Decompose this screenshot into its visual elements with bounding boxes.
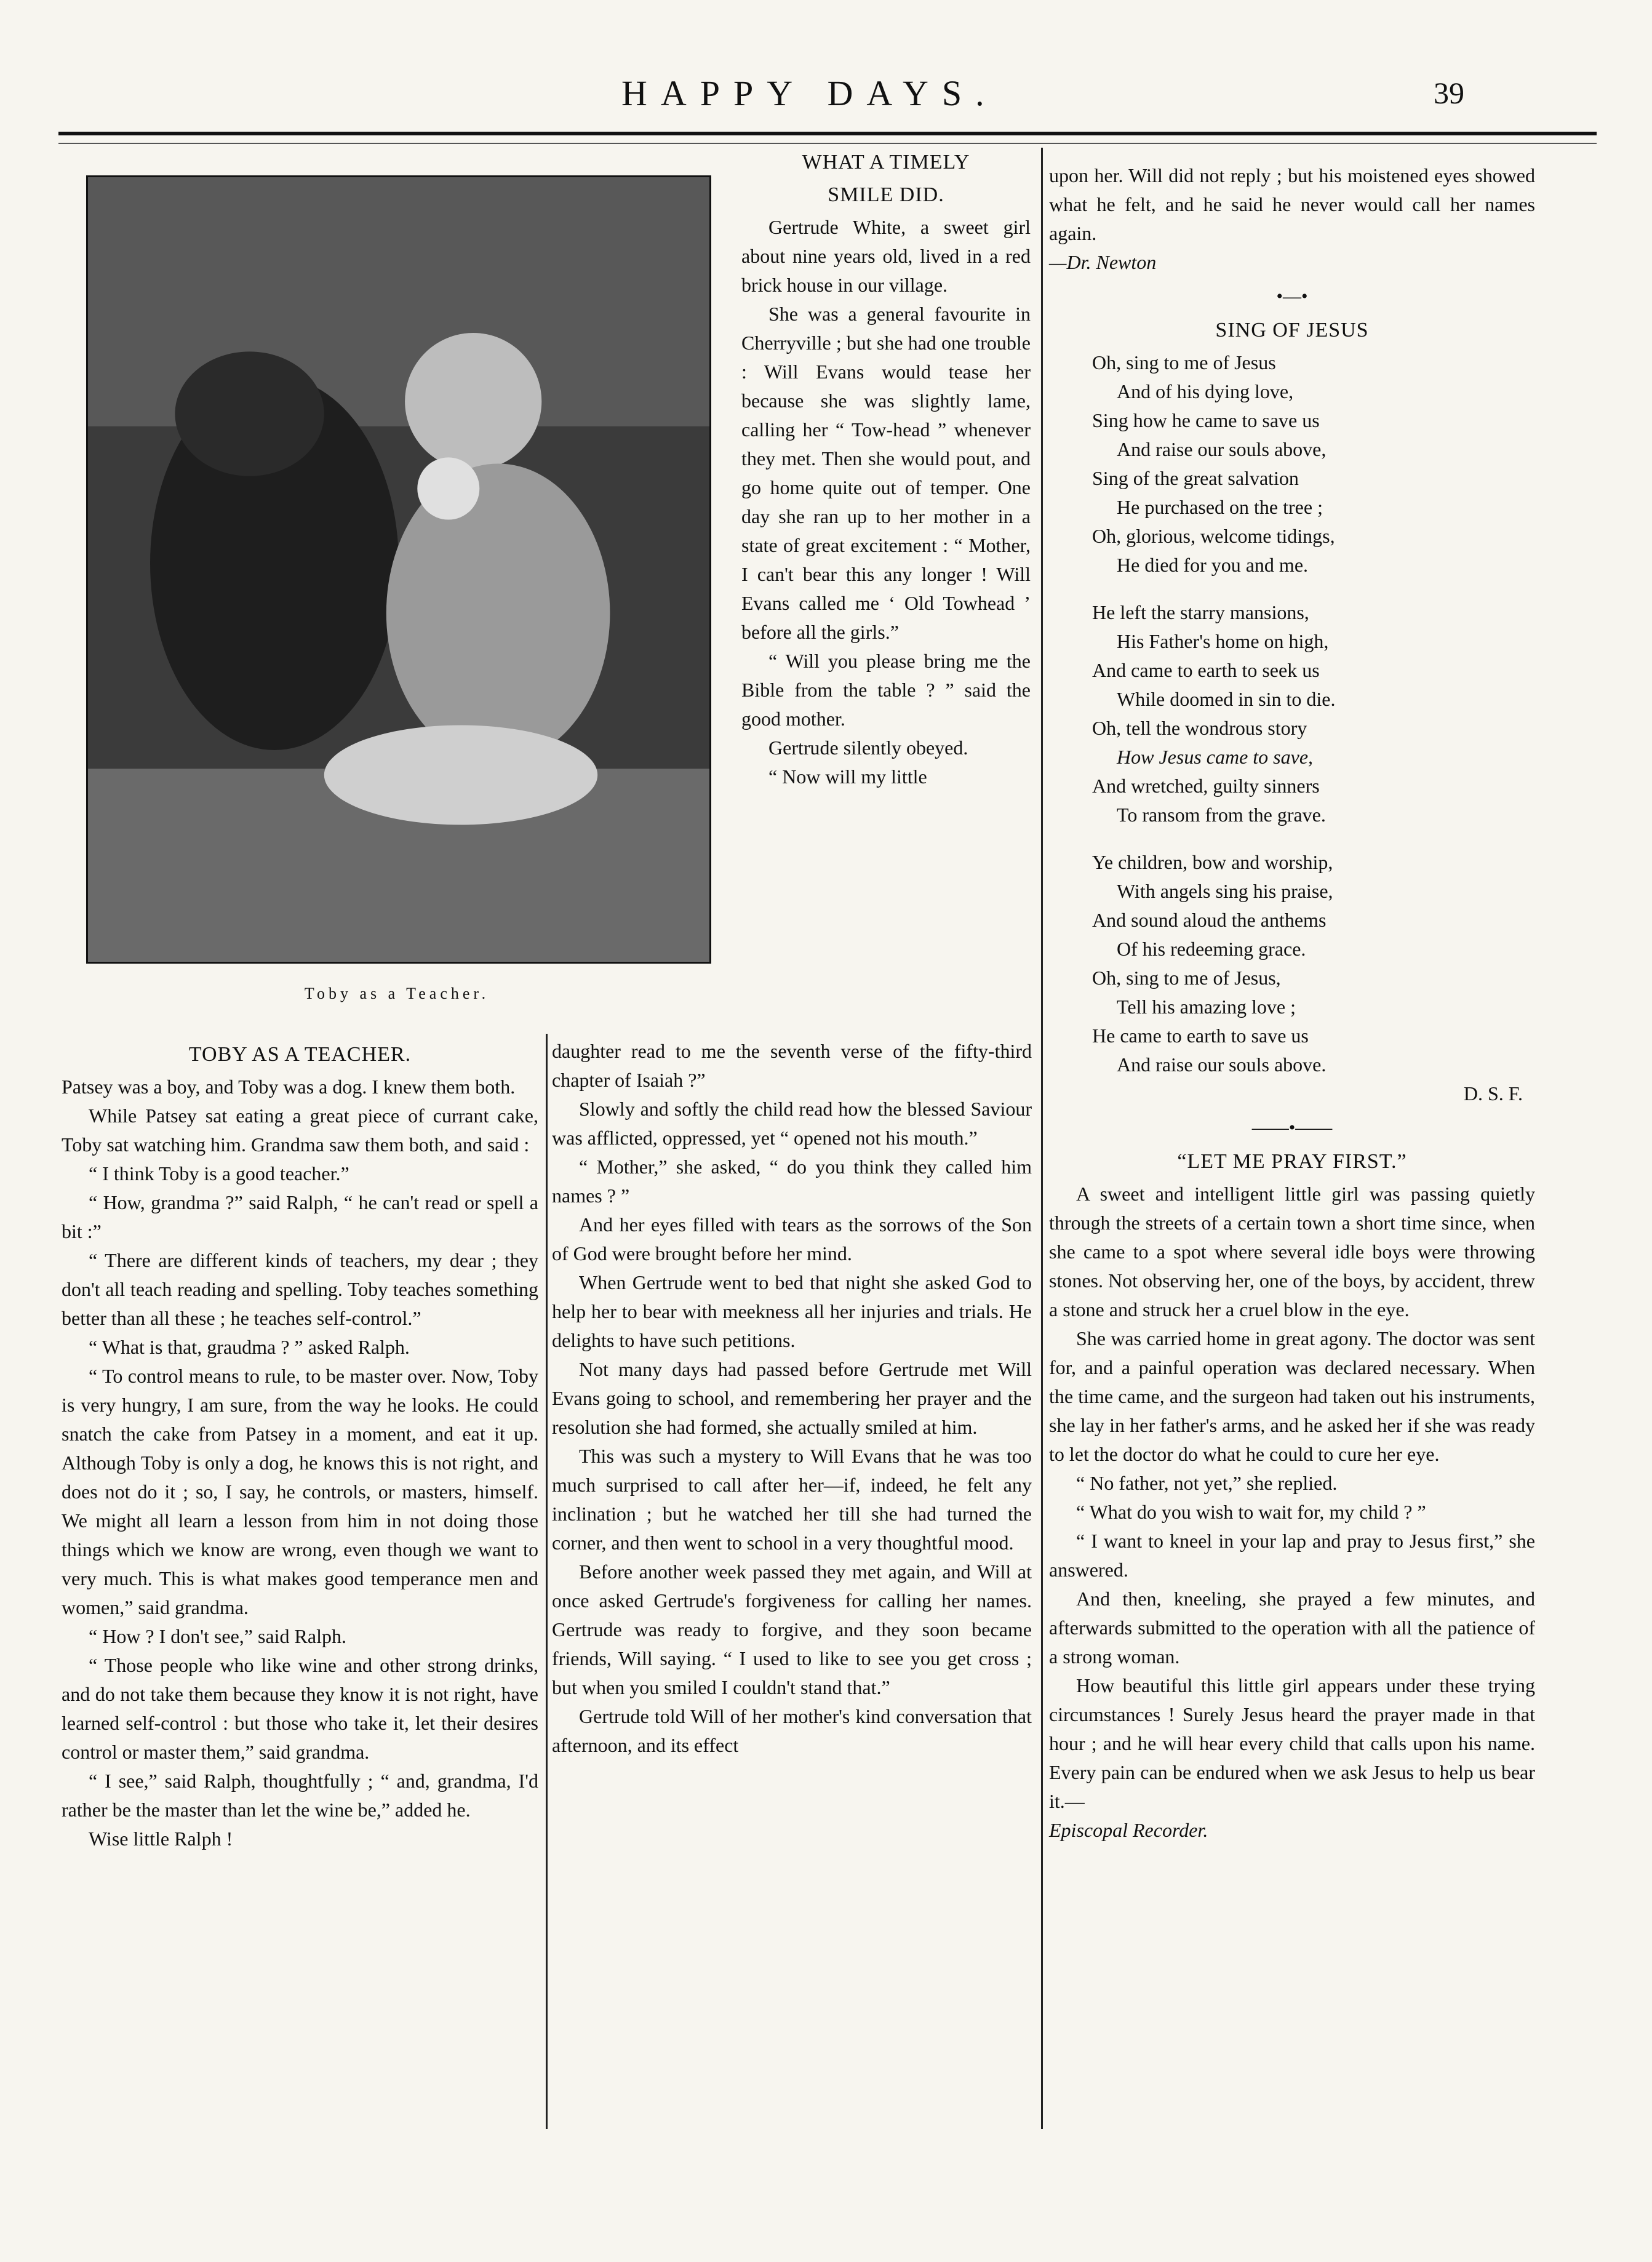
- poem-line: And came to earth to seek us: [1092, 659, 1320, 681]
- page-header: [0, 73, 1652, 122]
- smile-attribution: —Dr. Newton: [1049, 251, 1157, 273]
- column-divider: [546, 1034, 548, 2129]
- pray-paragraph: “ What do you wish to wait for, my child ? ”: [1076, 1501, 1426, 1523]
- ornament-divider: ——•——: [1251, 1117, 1333, 1138]
- pray-attribution: Episcopal Recorder.: [1049, 1819, 1208, 1841]
- page-number: 39: [1434, 76, 1464, 110]
- smile-article-bottom: [552, 1037, 1032, 1760]
- smile-paragraph: “ Will you please bring me the Bible from the table ? ” said the good mother.: [741, 650, 1031, 730]
- pray-paragraph: “ No father, not yet,” she replied.: [1076, 1472, 1338, 1494]
- poem-line: And wretched, guilty sinners: [1092, 775, 1320, 797]
- poem-line: Of his redeeming grace.: [1117, 938, 1306, 960]
- illustration-caption: Toby as a Teacher.: [304, 985, 490, 1002]
- smile-heading-line1: WHAT A TIMELY: [802, 151, 970, 174]
- poem-line: How Jesus came to save,: [1117, 746, 1314, 768]
- smile-paragraph: Gertrude silently obeyed.: [768, 737, 968, 759]
- header-rule: [58, 132, 1597, 135]
- smile-paragraph: This was such a mystery to Will Evans that he was too much surprised to call after her—if, indeed, he felt any inclination ; but he watched her till she had turned the corner, and then went to school in a very thoughtful mood.: [552, 1445, 1032, 1554]
- smile-continued: upon her. Will did not reply ; but his moistened eyes showed what he felt, and he said he never would call her names again.: [1049, 164, 1535, 244]
- poem-line: And raise our souls above,: [1117, 438, 1327, 460]
- poem-line: Ye children, bow and worship,: [1092, 851, 1333, 873]
- pray-heading: “LET ME PRAY FIRST.”: [1177, 1150, 1407, 1173]
- song-signature: D. S. F.: [1463, 1082, 1523, 1105]
- poem-line: Oh, sing to me of Jesus: [1092, 351, 1276, 374]
- pray-paragraph: “ I want to kneel in your lap and pray to Jesus first,” she answered.: [1049, 1530, 1535, 1581]
- pray-paragraph: How beautiful this little girl appears under these trying circumstances ! Surely Jesus heard the prayer made in that hour ; and he will hear every child that calls upon his name. Every pain can be endured when we ask Jesus to help us bear it.—: [1049, 1674, 1535, 1812]
- poem-line: He left the starry mansions,: [1092, 601, 1309, 623]
- toby-paragraph: “ How, grandma ?” said Ralph, “ he can't read or spell a bit :”: [62, 1191, 538, 1242]
- poem-line: And raise our souls above.: [1117, 1053, 1327, 1076]
- column-divider: [1041, 148, 1043, 2129]
- poem-line: Sing of the great salvation: [1092, 467, 1299, 489]
- toby-paragraph: “ I see,” said Ralph, thoughtfully ; “ and, grandma, I'd rather be the master than let the wine be,” added he.: [62, 1770, 538, 1821]
- toby-paragraph: “ There are different kinds of teachers, my dear ; they don't all teach reading and spelling. Toby teaches something better than all these ; he teaches self-control.”: [62, 1249, 538, 1329]
- toby-paragraph: “ I think Toby is a good teacher.”: [89, 1162, 349, 1185]
- smile-paragraph: Gertrude White, a sweet girl about nine years old, lived in a red brick house in our village.: [741, 216, 1031, 296]
- poem-line: With angels sing his praise,: [1117, 880, 1333, 902]
- song-poem: [1049, 348, 1535, 1079]
- toby-paragraph: Wise little Ralph !: [89, 1828, 233, 1850]
- smile-paragraph: daughter read to me the seventh verse of the fifty-third chapter of Isaiah ?”: [552, 1040, 1032, 1091]
- smile-paragraph: “ Mother,” she asked, “ do you think they called him names ? ”: [552, 1156, 1032, 1207]
- poem-line: He died for you and me.: [1117, 554, 1309, 576]
- smile-paragraph: And her eyes filled with tears as the sorrows of the Son of God were brought before her mind.: [552, 1213, 1032, 1265]
- poem-line: His Father's home on high,: [1117, 630, 1329, 652]
- smile-paragraph: When Gertrude went to bed that night she asked God to help her to bear with meekness all her injuries and trials. He delights to have such petitions.: [552, 1271, 1032, 1351]
- smile-heading-line2: SMILE DID.: [828, 183, 944, 206]
- header-rule-thin: [58, 143, 1597, 144]
- poem-line: And sound aloud the anthems: [1092, 909, 1327, 931]
- smile-paragraph: “ Now will my little: [768, 765, 927, 788]
- smile-paragraph: She was a general favourite in Cherryville ; but she had one trouble : Will Evans would tease her because she was slightly lame, calling her “ Tow-head ” whenever they met. Then she would pout, and go home quite out of temper. One day she ran up to her mother in a state of great excitement : “ Mother, I can't bear this any longer ! Will Evans called me ‘ Old Towhead ’ before all the girls.”: [741, 303, 1031, 643]
- engraving-illustration: [86, 175, 711, 964]
- smile-paragraph: Not many days had passed before Gertrude met Will Evans going to school, and remembering her prayer and the resolution she had formed, she actually smiled at him.: [552, 1358, 1032, 1438]
- pray-paragraph: And then, kneeling, she prayed a few minutes, and afterwards submitted to the operation with all the patience of a strong woman.: [1049, 1588, 1535, 1668]
- poem-line: Oh, sing to me of Jesus,: [1092, 967, 1281, 989]
- song-heading: SING OF JESUS: [1215, 319, 1369, 342]
- smile-article-top: [741, 148, 1031, 791]
- toby-paragraph: “ Those people who like wine and other strong drinks, and do not take them because they know it is not right, have learned self-control : but those who take it, let their desires control or master them,” said grandma.: [62, 1654, 538, 1763]
- poem-line: Oh, glorious, welcome tidings,: [1092, 525, 1335, 547]
- poem-line: And of his dying love,: [1117, 380, 1294, 402]
- ornament-divider: •—•: [1276, 286, 1308, 306]
- poem-line: He came to earth to save us: [1092, 1025, 1309, 1047]
- toby-heading: TOBY AS A TEACHER.: [188, 1043, 412, 1066]
- right-column: [1049, 161, 1535, 1845]
- poem-line: He purchased on the tree ;: [1117, 496, 1323, 518]
- pray-paragraph: A sweet and intelligent little girl was passing quietly through the streets of a certain town a short time since, when she came to a spot where several idle boys were throwing stones. Not observing her, one of the boys, by accident, threw a stone and struck her a cruel blow in the eye.: [1049, 1183, 1535, 1321]
- smile-paragraph: Gertrude told Will of her mother's kind conversation that afternoon, and its effect: [552, 1705, 1032, 1756]
- poem-line: To ransom from the grave.: [1117, 804, 1326, 826]
- poem-line: Tell his amazing love ;: [1117, 996, 1296, 1018]
- toby-article: [62, 1040, 538, 1853]
- boy-and-dog-engraving: [88, 177, 709, 962]
- magazine-title: HAPPY DAYS.: [621, 73, 998, 113]
- poem-line: Sing how he came to save us: [1092, 409, 1320, 431]
- toby-paragraph: “ How ? I don't see,” said Ralph.: [89, 1625, 346, 1647]
- pray-paragraph: She was carried home in great agony. The doctor was sent for, and a painful operation was declared necessary. When the time came, and the surgeon had taken out his instruments, she lay in her father's arms, and he asked her if she was ready to let the doctor do what he could to cure her eye.: [1049, 1327, 1535, 1465]
- toby-paragraph: While Patsey sat eating a great piece of currant cake, Toby sat watching him. Grandma saw them both, and said :: [62, 1105, 538, 1156]
- toby-paragraph: Patsey was a boy, and Toby was a dog. I knew them both.: [62, 1076, 516, 1098]
- smile-paragraph: Slowly and softly the child read how the blessed Saviour was afflicted, oppressed, yet “ opened not his mouth.”: [552, 1098, 1032, 1149]
- poem-line: While doomed in sin to die.: [1117, 688, 1336, 710]
- poem-line: Oh, tell the wondrous story: [1092, 717, 1307, 739]
- toby-paragraph: “ To control means to rule, to be master over. Now, Toby is very hungry, I am sure, from the way he looks. He could snatch the cake from Patsey in a moment, and eat it up. Although Toby is only a dog, he knows this is not right, and does not do it ; so, I say, he controls, or masters, himself. We might all learn a lesson from him in not doing those things which we know are wrong, even though we want to very much. This is what makes good temperance men and women,” said grandma.: [62, 1365, 538, 1618]
- toby-paragraph: “ What is that, graudma ? ” asked Ralph.: [89, 1336, 410, 1358]
- smile-paragraph: Before another week passed they met again, and Will at once asked Gertrude's forgiveness for calling her names. Gertrude was ready to forgive, and they soon became friends, Will saying. “ I used to like to see you get cross ; but when you smiled I couldn't stand that.”: [552, 1561, 1032, 1698]
